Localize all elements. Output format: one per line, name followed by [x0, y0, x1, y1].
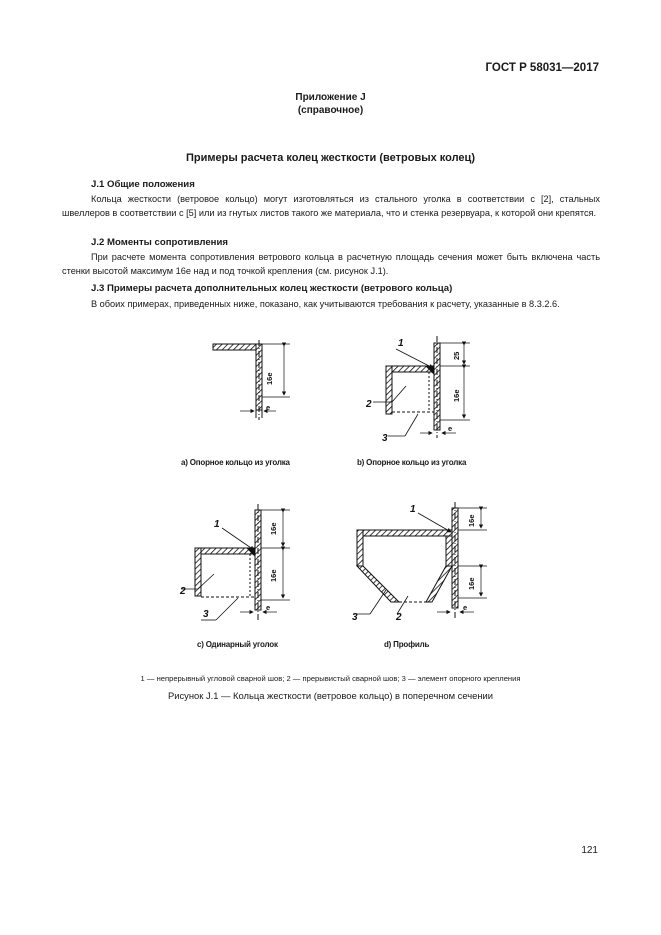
main-title: Примеры расчета колец жесткости (ветровых колец)	[186, 152, 475, 164]
label-3-d: 3	[352, 612, 358, 623]
dim-16e-c-bottom: 16e	[269, 569, 278, 582]
label-3-b: 3	[382, 433, 388, 444]
label-1-b: 1	[398, 338, 404, 349]
subcaption-b: b) Опорное кольцо из уголка	[357, 458, 467, 467]
document-header: ГОСТ Р 58031—2017	[485, 62, 599, 74]
subcaption-d: d) Профиль	[384, 640, 430, 649]
label-2-d: 2	[396, 612, 402, 623]
dim-16e-d-top: 16e	[467, 514, 476, 527]
dim-e-b: e	[448, 424, 453, 433]
dim-e-a: e	[266, 403, 271, 412]
subcaption-a: a) Опорное кольцо из уголка	[181, 458, 290, 467]
figure-caption: Рисунок J.1 — Кольца жесткости (ветровое кольцо) в поперечном сечении	[167, 690, 494, 701]
section-heading-j2: J.2 Моменты сопротивления	[91, 237, 228, 248]
dim-e-d: e	[463, 603, 468, 612]
annex-title: Приложение J	[295, 92, 366, 103]
annex-status: (справочное)	[297, 105, 364, 116]
page-number: 121	[581, 845, 598, 856]
label-1-d: 1	[410, 504, 416, 515]
section-text-j1: Кольца жесткости (ветровое кольцо) могут изготовляться из стального уголка в соответствии с [2], стальных швеллеров в соответствии с [5] или из гнутых листов такого же материала, что и стенка резервуара, к которой они крепятся.	[62, 194, 600, 218]
section-text-j2: При расчете момента сопротивления ветрового кольца в расчетную площадь сечения может быть включена часть стенки высотой максимум 16e над и под точкой крепления (см. рисунок J.1).	[62, 252, 600, 276]
dim-16e-a: 16e	[265, 372, 274, 385]
label-3-c: 3	[203, 609, 209, 620]
dim-25-b: 25	[452, 351, 461, 360]
diagram-a	[213, 340, 290, 420]
subcaption-c: c) Одинарный уголок	[197, 640, 278, 649]
section-text-j3: В обоих примерах, приведенных ниже, показано, как учитываются требования к расчету, указанные в 8.3.2.6.	[91, 299, 560, 309]
dim-e-c: e	[266, 603, 271, 612]
label-2-b: 2	[366, 399, 372, 410]
diagram-c	[181, 504, 290, 620]
section-heading-j1: J.1 Общие положения	[91, 179, 195, 190]
dim-16e-b: 16e	[452, 389, 461, 402]
dim-16e-c-top: 16e	[269, 522, 278, 535]
label-1-c: 1	[214, 519, 220, 530]
diagram-b	[373, 336, 470, 438]
figure-legend: 1 — непрерывный угловой сварной шов; 2 — прерывистый сварной шов; 3 — элемент опорного крепления	[140, 674, 521, 683]
label-2-c: 2	[180, 586, 186, 597]
dim-16e-d-bottom: 16e	[467, 577, 476, 590]
section-heading-j3: J.3 Примеры расчета дополнительных колец жесткости (ветрового кольца)	[91, 283, 453, 294]
